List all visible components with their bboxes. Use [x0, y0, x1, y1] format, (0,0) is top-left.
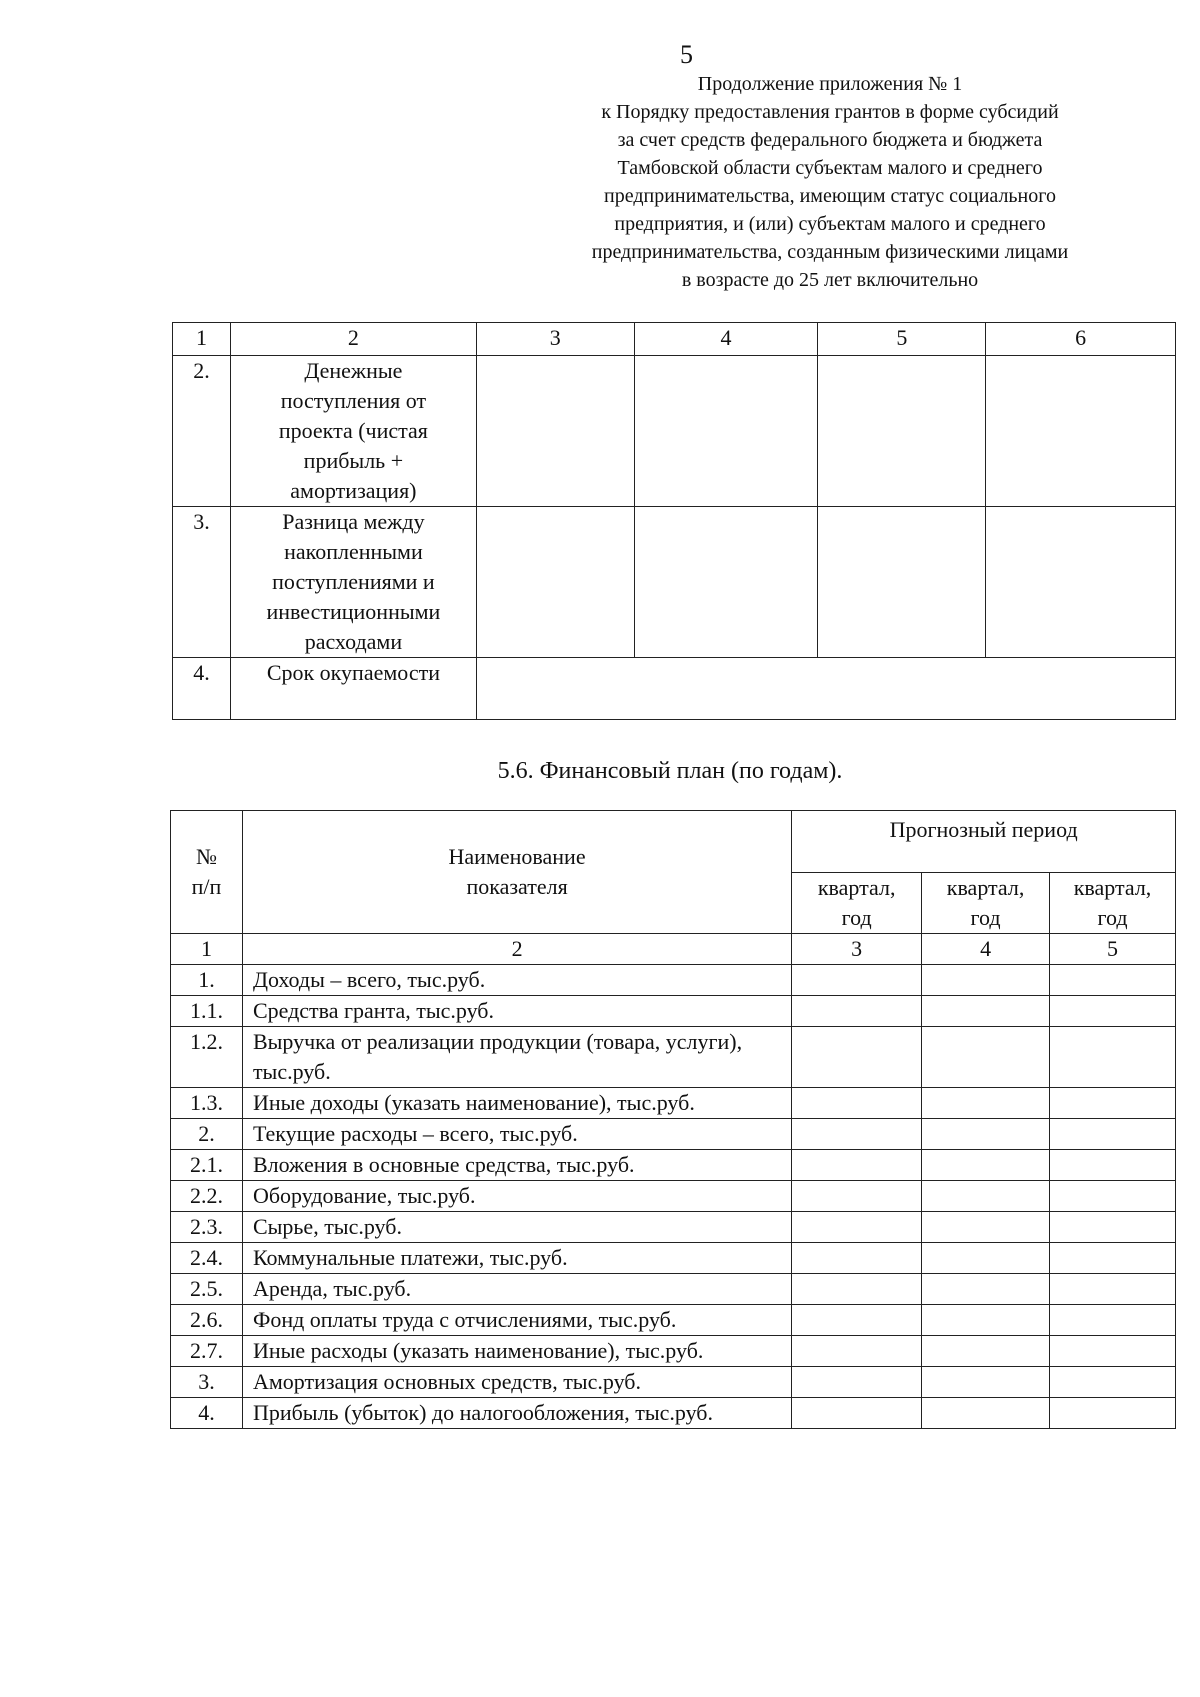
- row-number: 2.6.: [171, 1305, 243, 1336]
- row-name: Средства гранта, тыс.руб.: [242, 996, 791, 1027]
- row-number: 2.5.: [171, 1274, 243, 1305]
- period-column-line: год: [1097, 905, 1128, 930]
- row-number: 1.2.: [171, 1027, 243, 1088]
- forecast-period-header: Прогнозный период: [792, 811, 1176, 873]
- column-number: 1: [171, 934, 243, 965]
- value-cell: [1050, 965, 1176, 996]
- row-number: 2.: [171, 1119, 243, 1150]
- value-cell: [792, 1088, 922, 1119]
- period-column-line: год: [841, 905, 872, 930]
- row-name: Прибыль (убыток) до налогообложения, тыс.руб.: [242, 1398, 791, 1429]
- value-cell: [1050, 1212, 1176, 1243]
- period-column-line: квартал,: [1073, 875, 1152, 900]
- period-column-line: год: [970, 905, 1001, 930]
- row-name: Коммунальные платежи, тыс.руб.: [242, 1243, 791, 1274]
- value-cell: [792, 1367, 922, 1398]
- column-number: 4: [922, 934, 1050, 965]
- value-cell: [792, 1274, 922, 1305]
- row-name: [230, 507, 476, 658]
- row-number: 2.2.: [171, 1181, 243, 1212]
- page-number: 5: [680, 40, 693, 69]
- value-cell: [922, 996, 1050, 1027]
- value-cell: [922, 1367, 1050, 1398]
- value-cell: [1050, 1119, 1176, 1150]
- row-number: 2.1.: [171, 1150, 243, 1181]
- row-name-line: амортизация): [290, 478, 417, 503]
- value-cell: [792, 996, 922, 1027]
- table-row: [171, 965, 1176, 996]
- row-name: Иные расходы (указать наименование), тыс.руб.: [242, 1336, 791, 1367]
- value-cell: [986, 356, 1176, 507]
- num-header: [171, 811, 243, 934]
- num-header-line: №: [195, 844, 217, 869]
- value-cell: [1050, 1367, 1176, 1398]
- table-row: [171, 1398, 1176, 1429]
- row-number: 1.3.: [171, 1088, 243, 1119]
- row-name: Оборудование, тыс.руб.: [242, 1181, 791, 1212]
- column-number: 5: [818, 323, 986, 356]
- value-cell: [922, 1398, 1050, 1429]
- column-number: 3: [792, 934, 922, 965]
- row-number: 1.: [171, 965, 243, 996]
- column-number: 1: [173, 323, 231, 356]
- table-row: [171, 1088, 1176, 1119]
- value-cell: [634, 507, 818, 658]
- table-row: [171, 1119, 1176, 1150]
- value-cell: [986, 507, 1176, 658]
- header-line: предпринимательства, имеющим статус социального: [604, 185, 1056, 207]
- value-cell: [818, 507, 986, 658]
- column-number: 3: [476, 323, 634, 356]
- column-number: 2: [242, 934, 791, 965]
- table-row: [173, 507, 1176, 658]
- row-name: [230, 658, 476, 720]
- value-cell: [792, 1336, 922, 1367]
- header-line: предпринимательства, созданным физическими лицами: [591, 241, 1069, 263]
- column-number-row: [173, 323, 1176, 356]
- value-cell: [792, 1181, 922, 1212]
- value-cell: [792, 1027, 922, 1088]
- table-row: [171, 1150, 1176, 1181]
- period-column-header: [1050, 873, 1176, 934]
- value-cell: [792, 1119, 922, 1150]
- value-cell: [922, 1181, 1050, 1212]
- value-cell: [476, 507, 634, 658]
- row-name-line: расходами: [304, 629, 403, 654]
- column-number-row: [171, 934, 1176, 965]
- table-row: [171, 1212, 1176, 1243]
- value-cell: [1050, 1274, 1176, 1305]
- section-title: 5.6. Финансовый план (по годам).: [497, 758, 843, 784]
- value-cell: [1050, 1181, 1176, 1212]
- row-number: 1.1.: [171, 996, 243, 1027]
- value-cell: [1050, 1088, 1176, 1119]
- payback-table: [172, 322, 1176, 720]
- row-number: 2.4.: [171, 1243, 243, 1274]
- value-cell: [922, 965, 1050, 996]
- column-number: 4: [634, 323, 818, 356]
- value-cell: [792, 1398, 922, 1429]
- row-number: 4.: [173, 658, 231, 720]
- value-cell: [792, 1212, 922, 1243]
- table-row: [171, 1305, 1176, 1336]
- table-row: [171, 996, 1176, 1027]
- name-header-line: Наименование: [448, 844, 586, 869]
- row-name-line: накопленными: [284, 539, 423, 564]
- value-cell: [922, 1305, 1050, 1336]
- table-row: [173, 658, 1176, 720]
- row-number: 3.: [173, 507, 231, 658]
- appendix-header: [530, 70, 1130, 294]
- value-cell: [922, 1274, 1050, 1305]
- header-line: за счет средств федерального бюджета и бюджета: [617, 129, 1043, 151]
- row-name: Иные доходы (указать наименование), тыс.руб.: [242, 1088, 791, 1119]
- value-cell: [818, 356, 986, 507]
- row-name: [230, 356, 476, 507]
- plan-rows: [171, 965, 1176, 1429]
- table-row: [171, 1367, 1176, 1398]
- row-name-line: Разница между: [282, 509, 425, 534]
- row-name: Фонд оплаты труда с отчислениями, тыс.руб.: [242, 1305, 791, 1336]
- row-number: 2.: [173, 356, 231, 507]
- row-name-line: поступлениями и: [272, 569, 435, 594]
- value-cell: [1050, 1305, 1176, 1336]
- column-number: 2: [230, 323, 476, 356]
- row-name: Амортизация основных средств, тыс.руб.: [242, 1367, 791, 1398]
- value-cell: [922, 1027, 1050, 1088]
- row-name-line: поступления от: [280, 388, 427, 413]
- header-line: предприятия, и (или) субъектам малого и среднего: [614, 213, 1046, 235]
- row-name: Выручка от реализации продукции (товара, услуги), тыс.руб.: [242, 1027, 791, 1088]
- period-column-header: [792, 873, 922, 934]
- name-header: [242, 811, 791, 934]
- name-header-line: показателя: [466, 874, 568, 899]
- value-cell: [1050, 996, 1176, 1027]
- row-name-line: инвестиционными: [266, 599, 441, 624]
- row-number: 2.7.: [171, 1336, 243, 1367]
- period-column-header: [922, 873, 1050, 934]
- row-name-line: Срок окупаемости: [266, 660, 440, 685]
- header-row: [171, 811, 1176, 873]
- row-name-line: прибыль +: [303, 448, 404, 473]
- table-row: [171, 1027, 1176, 1088]
- value-cell: [476, 356, 634, 507]
- header-line: к Порядку предоставления грантов в форме субсидий: [601, 101, 1059, 123]
- row-name: Текущие расходы – всего, тыс.руб.: [242, 1119, 791, 1150]
- row-name: Сырье, тыс.руб.: [242, 1212, 791, 1243]
- table-row: [171, 1336, 1176, 1367]
- value-cell: [792, 1305, 922, 1336]
- row-name: Аренда, тыс.руб.: [242, 1274, 791, 1305]
- value-cell: [1050, 1336, 1176, 1367]
- table-row: [171, 1274, 1176, 1305]
- value-cell: [922, 1119, 1050, 1150]
- header-line: Продолжение приложения № 1: [697, 73, 963, 95]
- row-name: Доходы – всего, тыс.руб.: [242, 965, 791, 996]
- financial-plan-table: [170, 810, 1176, 1429]
- value-cell: [922, 1212, 1050, 1243]
- num-header-line: п/п: [191, 874, 222, 899]
- period-column-line: квартал,: [817, 875, 896, 900]
- value-cell: [922, 1336, 1050, 1367]
- value-cell: [1050, 1027, 1176, 1088]
- table-row: [171, 1243, 1176, 1274]
- row-name-line: Денежные: [304, 358, 403, 383]
- header-line: Тамбовской области субъектам малого и среднего: [617, 157, 1043, 179]
- value-cell: [922, 1088, 1050, 1119]
- value-cell: [1050, 1243, 1176, 1274]
- column-number: 5: [1050, 934, 1176, 965]
- value-cell: [792, 1243, 922, 1274]
- value-cell: [792, 965, 922, 996]
- row-name: Вложения в основные средства, тыс.руб.: [242, 1150, 791, 1181]
- column-number: 6: [986, 323, 1176, 356]
- value-cell: [1050, 1398, 1176, 1429]
- value-cell: [922, 1243, 1050, 1274]
- table-row: [171, 1181, 1176, 1212]
- value-cell: [922, 1150, 1050, 1181]
- row-number: 4.: [171, 1398, 243, 1429]
- value-cell: [634, 356, 818, 507]
- row-number: 3.: [171, 1367, 243, 1398]
- table-row: [173, 356, 1176, 507]
- value-cell: [792, 1150, 922, 1181]
- row-number: 2.3.: [171, 1212, 243, 1243]
- value-cell: [1050, 1150, 1176, 1181]
- header-line: в возрасте до 25 лет включительно: [681, 269, 979, 291]
- row-name-line: проекта (чистая: [278, 418, 428, 443]
- period-column-line: квартал,: [946, 875, 1025, 900]
- payback-value-cell: [476, 658, 1175, 720]
